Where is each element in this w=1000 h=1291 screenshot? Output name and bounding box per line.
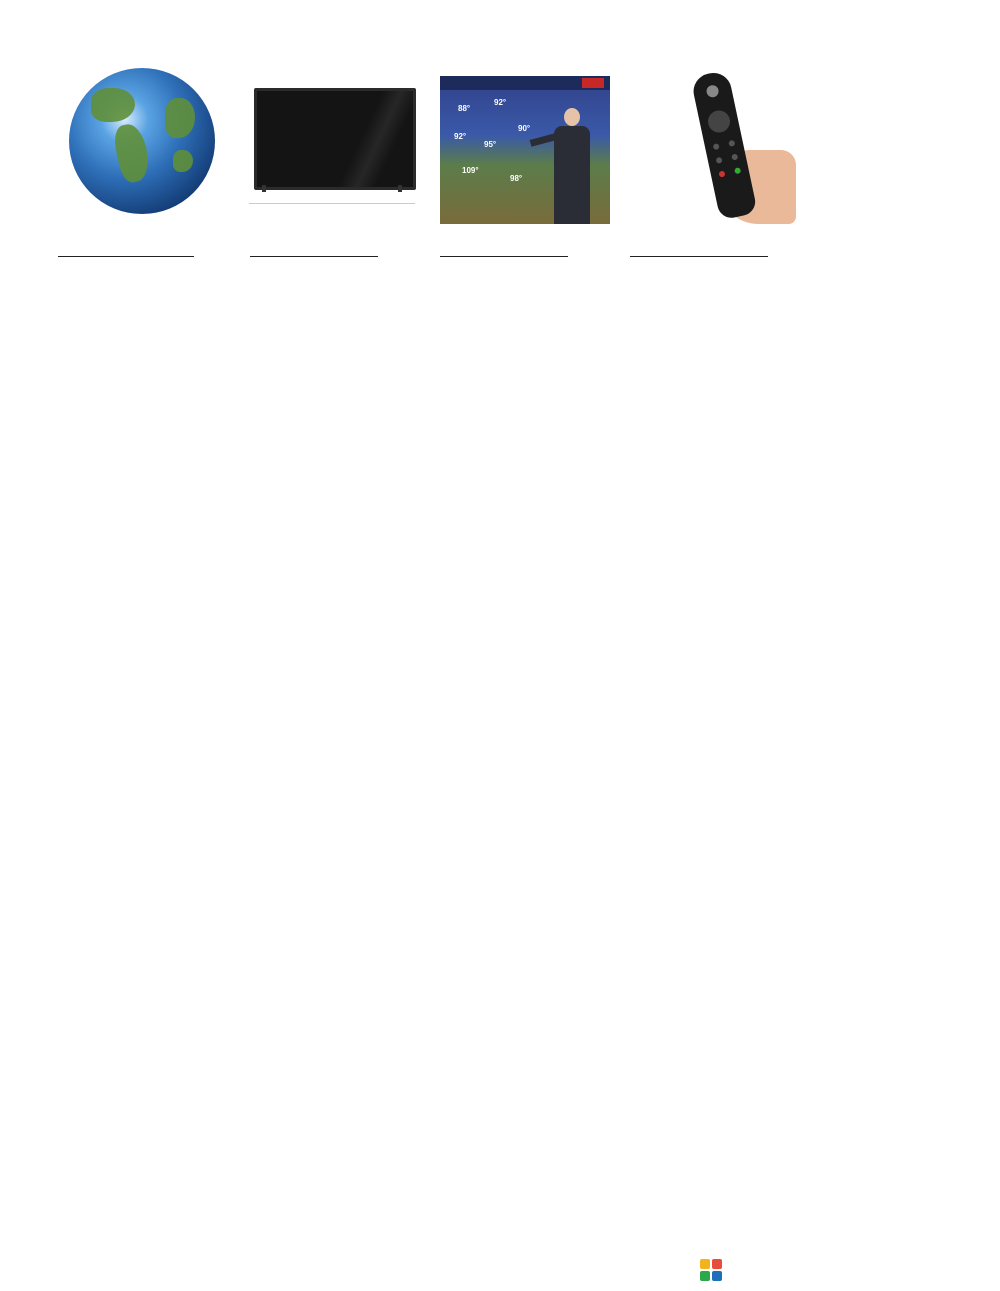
channel-badge xyxy=(582,78,604,88)
tv-stand-right xyxy=(398,185,402,192)
vocab-item-3 xyxy=(440,240,568,264)
earth-globe-picture xyxy=(69,68,215,214)
television-picture xyxy=(254,88,416,190)
remote-control-picture xyxy=(680,68,796,224)
vocab-item-4 xyxy=(630,240,768,264)
vocab-answer-blank-3[interactable] xyxy=(440,240,568,257)
vocab-item-2 xyxy=(250,240,378,264)
logo-blocks-icon xyxy=(700,1259,722,1281)
vocab-answer-blank-4[interactable] xyxy=(630,240,768,257)
weatherman-picture: 88° 92° 92° 95° 90° 109° 98° xyxy=(440,76,610,224)
vocab-answer-blank-2[interactable] xyxy=(250,240,378,257)
vocab-answer-blank-1[interactable] xyxy=(58,240,194,257)
tv-floor-line xyxy=(249,203,415,204)
vocab-item-1 xyxy=(58,240,194,264)
liveworksheets-logo xyxy=(700,1255,726,1285)
weatherman-figure xyxy=(552,108,592,224)
tv-stand-left xyxy=(262,185,266,192)
